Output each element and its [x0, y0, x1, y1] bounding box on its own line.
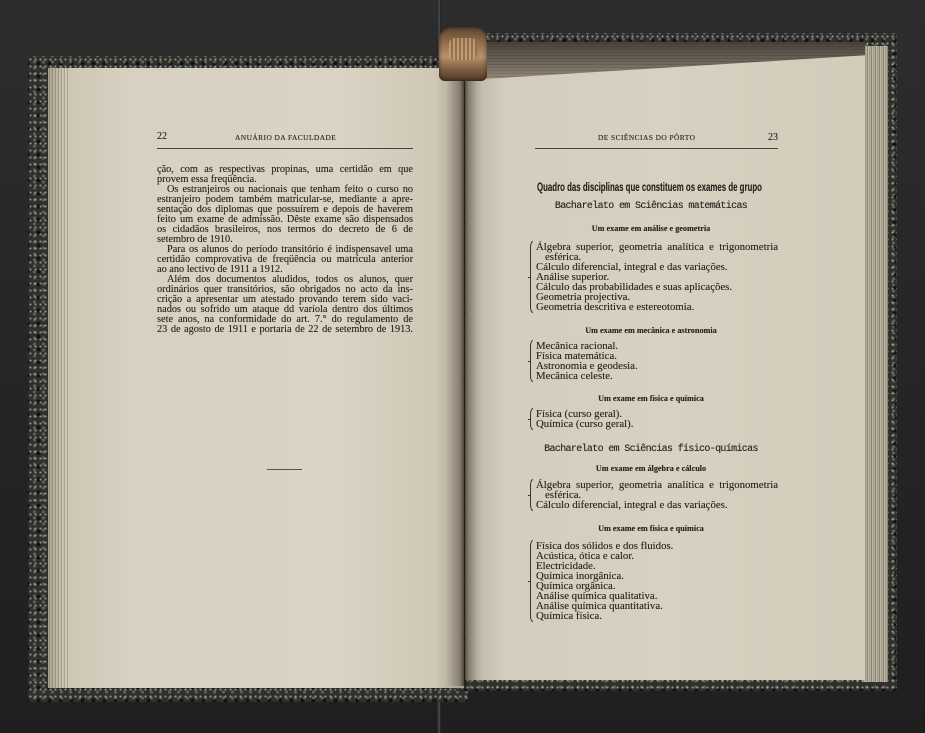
right-page	[465, 55, 865, 680]
exam-label: Um exame em mecânica e astronomia	[585, 325, 717, 335]
text-line: os cidadãos brasileiros, nos termos do decreto de 6 de	[157, 224, 413, 235]
subject-item: Cálculo das probabilidades e suas aplicações.	[536, 281, 733, 293]
subject-item: Geometria descritiva e estereotomia.	[536, 301, 695, 313]
subject-item: Análise superior.	[536, 271, 610, 283]
left-page-stack-edges	[48, 68, 70, 688]
subject-line: esférica.	[545, 489, 582, 501]
text-line: nados ou sofrido um ataque dd varíola dentro dos últimos	[157, 304, 413, 315]
text-line: sentação dos diplomas que possuírem e depois de haverem	[157, 204, 413, 215]
brace	[530, 540, 533, 622]
subject-line: esférica.	[545, 251, 582, 263]
subject-item	[536, 480, 778, 500]
page-number: 22	[157, 131, 167, 142]
running-head: ANUÁRIO DA FACULDADE	[235, 133, 337, 142]
subject-list	[530, 480, 778, 510]
subject-item: Química orgânica.	[536, 580, 616, 592]
subject-list	[530, 242, 778, 312]
subject-item: Física (curso geral).	[536, 408, 623, 420]
text-line: ção, com as respectivas propinas, uma certidão em que	[157, 164, 413, 175]
left-page	[48, 68, 464, 688]
paragraph	[157, 185, 413, 245]
page-number: 23	[768, 132, 778, 143]
subject-item: Química (curso geral).	[536, 418, 634, 430]
subject-item: Mecânica racional.	[536, 340, 619, 352]
brace	[530, 479, 533, 511]
subject-item: Física dos sólidos e dos fluidos.	[536, 540, 674, 552]
subject-item: Astronomia e geodesia.	[536, 360, 638, 372]
right-page-stack-edges	[862, 46, 888, 682]
subject-line: Álgebra superior, geometria analítica e trigonometria	[536, 241, 778, 253]
section-end-rule	[267, 469, 302, 470]
text-line: feito um exame de admissão. Dêste exame são dispensados	[157, 214, 413, 225]
header-rule	[157, 148, 413, 149]
text-line: Para os alunos do período transitório é indispensavel uma	[167, 244, 413, 255]
text-line: provem essa freqüência.	[157, 174, 257, 185]
subject-item: Análise química quantitativa.	[536, 600, 663, 612]
subject-item: Acústica, ótica e calor.	[536, 550, 635, 562]
subject-item: Electricidade.	[536, 560, 596, 572]
subject-list	[530, 541, 778, 621]
subject-item: Química inorgânica.	[536, 570, 624, 582]
subject-item: Cálculo diferencial, integral e das variações.	[536, 261, 728, 273]
text-line: 23 de agosto de 1911 e portaria de 22 de setembro de 1913.	[157, 324, 413, 335]
subject-item: Química física.	[536, 610, 602, 622]
paragraph	[157, 165, 413, 185]
text-line: ordinários quer transitórios, são obrigados no acto da ins-	[157, 284, 413, 295]
subject-item: Mecânica celeste.	[536, 370, 613, 382]
subject-item: Geometria projectiva.	[536, 291, 631, 303]
brace	[530, 340, 533, 382]
text-line: crição a apresentar um atestado provando terem sido vaci-	[157, 294, 413, 305]
text-line: certidão comprovativa de freqüência ou matrícula anterior	[157, 254, 413, 265]
brace	[530, 408, 533, 430]
headband-stitching	[449, 38, 477, 60]
subject-item: Física matemática.	[536, 350, 617, 362]
subject-item	[536, 242, 778, 262]
exam-label: Um exame em física e química	[598, 523, 704, 533]
text-line: Os estranjeiros ou nacionais que tenham feito o curso no	[167, 184, 413, 195]
subject-list	[530, 341, 778, 381]
brace	[530, 241, 533, 313]
book-gutter	[446, 70, 482, 686]
exam-label: Um exame em física e química	[598, 393, 704, 403]
subject-item: Análise química qualitativa.	[536, 590, 658, 602]
header-rule	[535, 148, 778, 149]
text-line: ao ano lectivo de 1911 a 1912.	[157, 264, 283, 275]
exam-label: Um exame em análise e geometria	[591, 223, 711, 233]
text-line: Além dos documentos aludidos, todos os alunos, quer	[167, 274, 413, 285]
subject-list	[530, 409, 778, 429]
text-line: setembro de 1910.	[157, 234, 233, 245]
body-text	[157, 165, 413, 335]
paragraph	[157, 275, 413, 335]
subject-line: Álgebra superior, geometria analítica e trigonometria	[536, 479, 778, 491]
running-head: DE SCIÊNCIAS DO PÔRTO	[598, 133, 696, 142]
text-line: estranjeiro podem também matricular-se, mediante a apre-	[157, 194, 413, 205]
subject-item: Cálculo diferencial, integral e das variações.	[536, 499, 728, 511]
section-heading: Bacharelato em Sciências físico-químicas	[544, 444, 758, 455]
paragraph	[157, 245, 413, 275]
text-line: sete anos, na conformidade do art. 7.° do regulamento de	[157, 314, 413, 325]
section-heading: Bacharelato em Sciências matemáticas	[554, 201, 748, 212]
table-title: Quadro das disciplinas que constituem os exames de grupo	[537, 180, 762, 194]
exam-label: Um exame em álgebra e cálculo	[595, 463, 707, 473]
